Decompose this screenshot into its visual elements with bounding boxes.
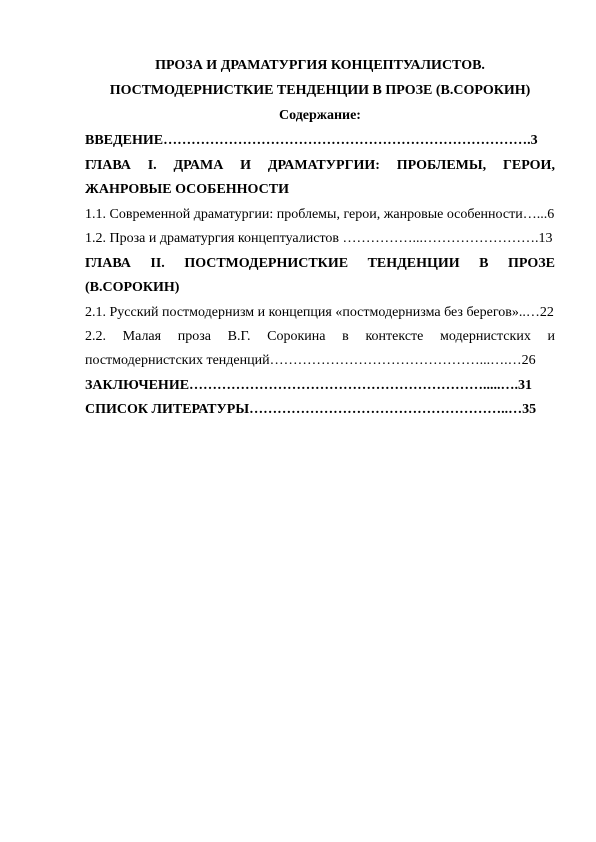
toc-introduction: ВВЕДЕНИЕ…………………………………………………………………….3 (85, 133, 538, 148)
toc-item-2-2 (85, 327, 555, 347)
toc-chapter-2-heading-cont: (В.СОРОКИН) (85, 280, 180, 295)
chapter-1-word: ГЕРОИ, (502, 158, 555, 173)
title-line-2: ПОСТМОДЕРНИСТКИЕ ТЕНДЕНЦИИ В ПРОЗЕ (В.СОРОКИН) (109, 83, 531, 98)
item-2-2-word: проза (177, 329, 211, 344)
chapter-2-word: ПОСТМОДЕРНИСТКИЕ (184, 256, 349, 271)
toc-conclusion: ЗАКЛЮЧЕНИЕ……………………………………………………….....….31 (85, 378, 533, 393)
toc-references: СПИСОК ЛИТЕРАТУРЫ………………………………………………..…35 (85, 402, 537, 417)
toc-item-2-1: 2.1. Русский постмодернизм и концепция «постмодернизма без берегов»..…22 (85, 305, 554, 320)
chapter-2-word: В (479, 256, 489, 271)
item-2-2-word: в (342, 329, 349, 344)
item-2-2-word: 2.2. (85, 329, 106, 344)
item-2-2-word: и (547, 329, 555, 344)
chapter-1-word: I. (147, 158, 157, 173)
toc-item-2-2-cont: постмодернистских тенденций………………………………………...….…26 (85, 353, 536, 368)
toc-chapter-1-heading (85, 156, 555, 176)
item-2-2-word: модернистских (440, 329, 531, 344)
toc-item-1-1: 1.1. Современной драматургии: проблемы, герои, жанровые особенности…...6 (85, 207, 555, 222)
toc-chapter-1-heading-cont: ЖАНРОВЫЕ ОСОБЕННОСТИ (85, 182, 289, 197)
chapter-1-word: ПРОБЛЕМЫ, (396, 158, 487, 173)
chapter-2-word: ТЕНДЕНЦИИ (367, 256, 460, 271)
contents-heading: Содержание: (279, 108, 361, 123)
chapter-2-word: ПРОЗЕ (508, 256, 555, 271)
title-line-1: ПРОЗА И ДРАМАТУРГИЯ КОНЦЕПТУАЛИСТОВ. (155, 58, 485, 73)
chapter-2-word: ГЛАВА (85, 256, 131, 271)
item-2-2-word: В.Г. (227, 329, 251, 344)
item-2-2-word: Сорокина (267, 329, 326, 344)
chapter-2-word: II. (150, 256, 165, 271)
chapter-1-word: ДРАМАТУРГИИ: (267, 158, 380, 173)
item-2-2-word: контексте (365, 329, 424, 344)
toc-chapter-2-heading (85, 254, 555, 274)
chapter-1-word: И (240, 158, 252, 173)
chapter-1-word: ГЛАВА (85, 158, 131, 173)
toc-item-1-2: 1.2. Проза и драматургия концептуалистов ……………...…………………….13 (85, 231, 553, 246)
item-2-2-word: Малая (122, 329, 162, 344)
chapter-1-word: ДРАМА (173, 158, 224, 173)
